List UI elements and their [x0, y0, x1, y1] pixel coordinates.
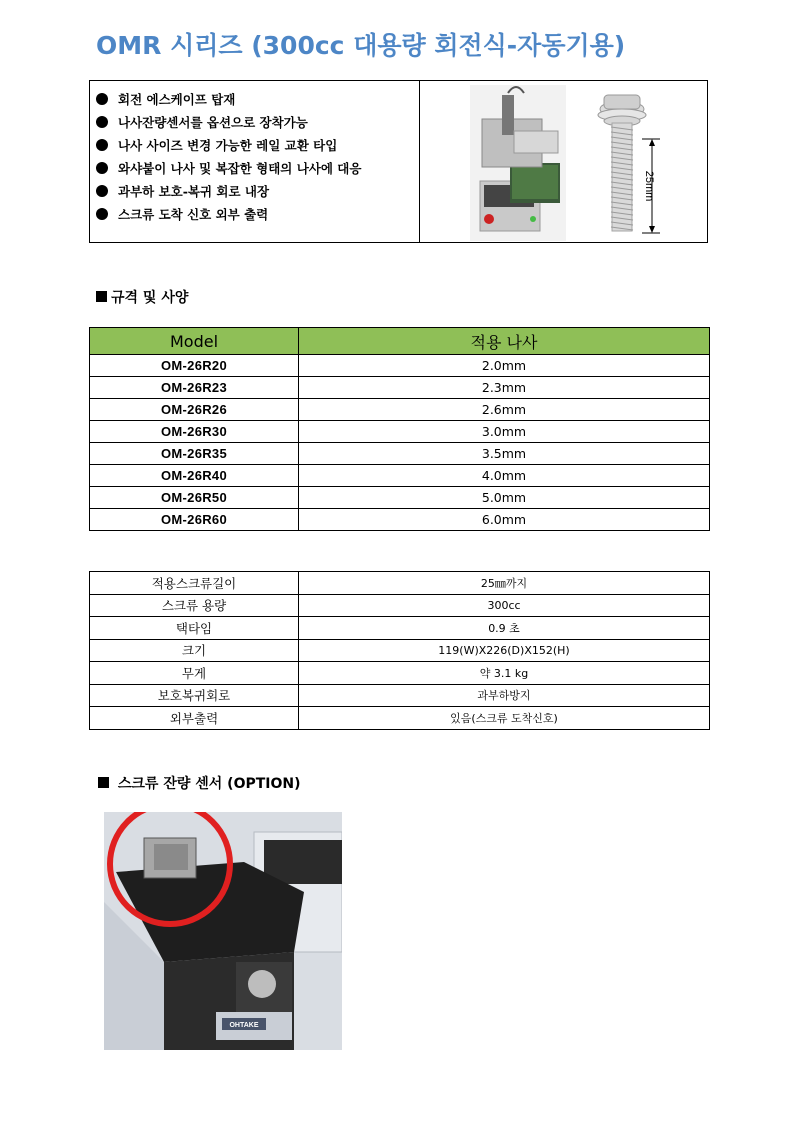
model-row: [90, 509, 710, 531]
sensor-section-heading: [98, 773, 301, 793]
screw-size-cell: 3.5mm: [299, 443, 710, 465]
bullet-icon: [96, 93, 108, 105]
feature-item: [96, 180, 419, 203]
spec-value-cell: 119(W)X226(D)X152(H): [299, 639, 710, 662]
model-row: [90, 465, 710, 487]
spec-label-cell: 크기: [90, 639, 299, 662]
model-row: [90, 487, 710, 509]
feature-item: [96, 111, 419, 134]
bullet-icon: [96, 139, 108, 151]
spec-row: [90, 684, 710, 707]
spec-row: [90, 707, 710, 730]
model-cell: OM-26R35: [90, 443, 299, 465]
sensor-photo-graphic: [104, 812, 342, 1050]
spec-section-heading: [96, 287, 188, 307]
spec-value-cell: 300cc: [299, 594, 710, 617]
spec-label-cell: 보호복귀회로: [90, 684, 299, 707]
feature-item: [96, 88, 419, 111]
screw-size-cell: 2.6mm: [299, 399, 710, 421]
feature-text: 스크류 도착 신호 외부 출력: [118, 207, 269, 222]
spec-row: [90, 617, 710, 640]
feature-text: 와샤붙이 나사 및 복잡한 형태의 나사에 대응: [118, 161, 362, 176]
bullet-icon: [96, 185, 108, 197]
model-row: [90, 399, 710, 421]
spec-label-cell: 외부출력: [90, 707, 299, 730]
model-table-header: [90, 328, 710, 355]
spec-value-cell: 약 3.1 kg: [299, 662, 710, 685]
spec-label-cell: 택타임: [90, 617, 299, 640]
model-cell: OM-26R50: [90, 487, 299, 509]
feature-item: [96, 157, 419, 180]
bullet-icon: [96, 162, 108, 174]
model-row: [90, 377, 710, 399]
screw-size-cell: 6.0mm: [299, 509, 710, 531]
feature-item: [96, 203, 419, 226]
screw-length-label: 25mm: [643, 170, 655, 202]
model-cell: OM-26R20: [90, 355, 299, 377]
spec-row: [90, 594, 710, 617]
spec-value-cell: 과부하방지: [299, 684, 710, 707]
model-cell: OM-26R26: [90, 399, 299, 421]
bullet-icon: [96, 208, 108, 220]
model-cell: OM-26R23: [90, 377, 299, 399]
model-header: Model: [90, 328, 299, 355]
spec-value-cell: 25㎜까지: [299, 572, 710, 595]
feature-text: 회전 에스케이프 탑재: [118, 92, 236, 107]
spec-row: [90, 572, 710, 595]
model-row: [90, 421, 710, 443]
spec-table: [89, 571, 710, 730]
screw-size-cell: 2.3mm: [299, 377, 710, 399]
spec-row: [90, 639, 710, 662]
square-bullet-icon: [96, 291, 107, 302]
spec-value-cell: 0.9 초: [299, 617, 710, 640]
feature-text: 과부하 보호-복귀 회로 내장: [118, 184, 270, 199]
model-cell: OM-26R30: [90, 421, 299, 443]
spec-label-cell: 무게: [90, 662, 299, 685]
model-table: [89, 327, 710, 531]
spec-value-cell: 있음(스크류 도착신호): [299, 707, 710, 730]
model-cell: OM-26R40: [90, 465, 299, 487]
features-box: [89, 80, 708, 243]
feature-text: 나사 사이즈 변경 가능한 레일 교환 타입: [118, 138, 338, 153]
spec-row: [90, 662, 710, 685]
model-row: [90, 443, 710, 465]
screw-size-header: 적용 나사: [299, 328, 710, 355]
product-photos: [420, 81, 707, 244]
product-photo-cell: [420, 81, 707, 242]
sensor-photo: [104, 812, 342, 1050]
feature-text: 나사잔량센서를 옵션으로 장착가능: [118, 115, 308, 130]
brand-label: OHTAKE: [229, 1022, 259, 1029]
screw-size-cell: 2.0mm: [299, 355, 710, 377]
model-cell: OM-26R60: [90, 509, 299, 531]
machine-photo: [470, 85, 566, 241]
screw-size-cell: 5.0mm: [299, 487, 710, 509]
screw-size-cell: 4.0mm: [299, 465, 710, 487]
spec-section-title: 규격 및 사양: [111, 290, 189, 306]
feature-list: [90, 81, 420, 242]
page-title: OMR 시리즈 (300cc 대용량 회전식-자동기용): [96, 31, 626, 60]
spec-label-cell: 적용스크류길이: [90, 572, 299, 595]
model-row: [90, 355, 710, 377]
sensor-section-title: 스크류 잔량 센서 (OPTION): [117, 776, 301, 792]
spec-label-cell: 스크류 용량: [90, 594, 299, 617]
square-bullet-icon: [98, 777, 109, 788]
feature-item: [96, 134, 419, 157]
screw-size-cell: 3.0mm: [299, 421, 710, 443]
bullet-icon: [96, 116, 108, 128]
